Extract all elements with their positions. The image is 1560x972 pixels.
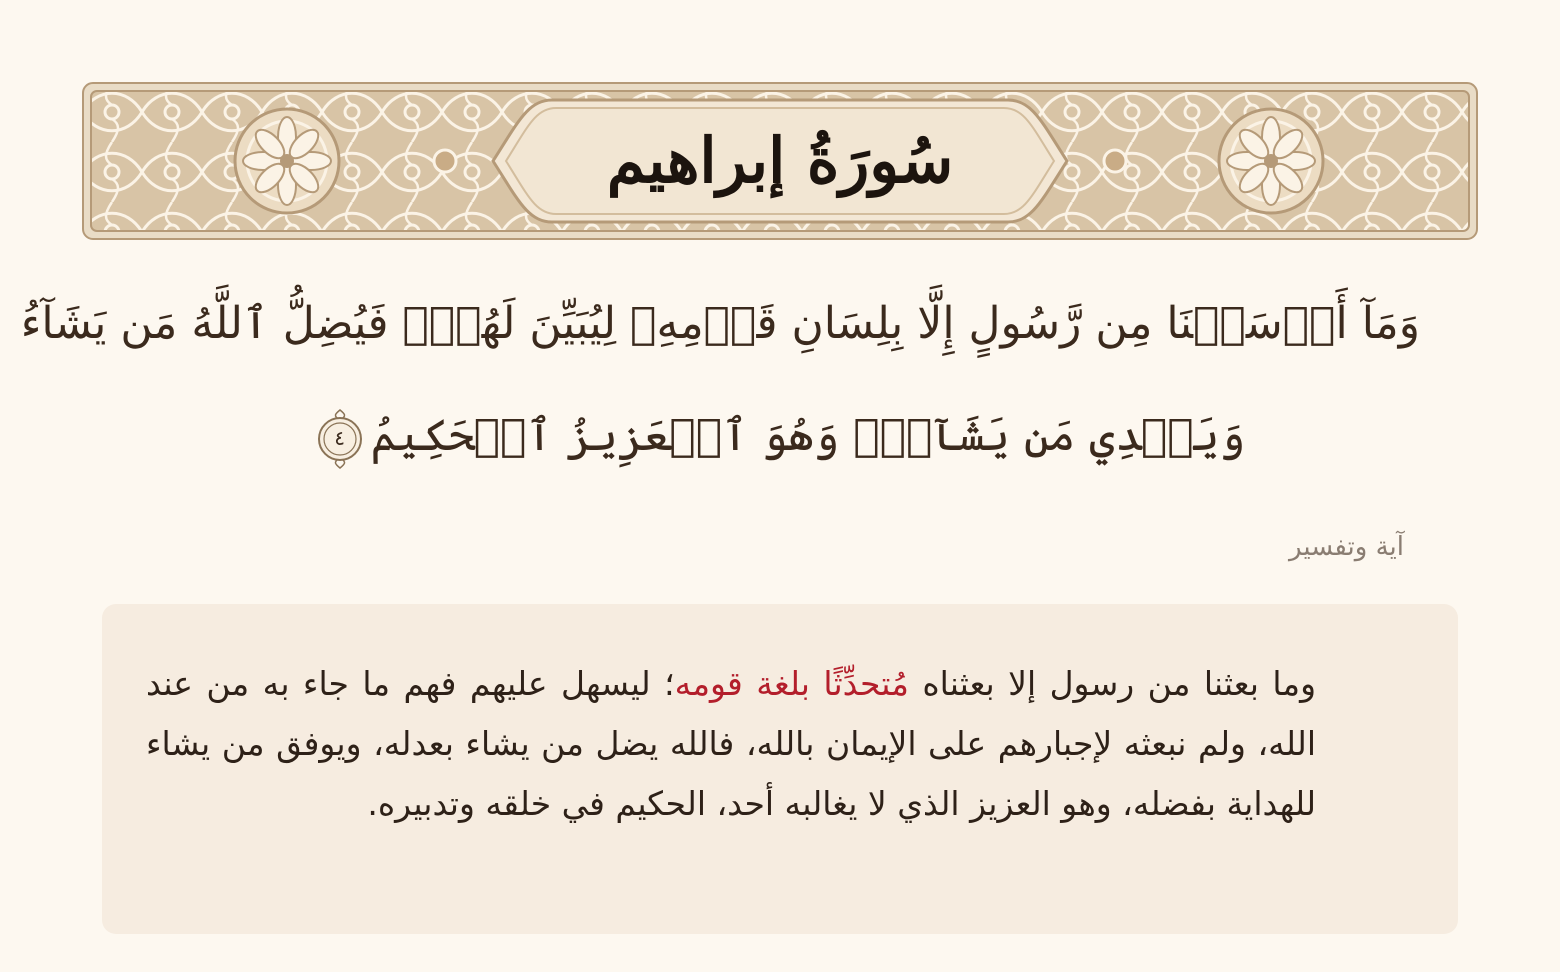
ayah-number-marker [315,408,365,470]
tafsir-text [146,654,1316,834]
tafsir-highlight[interactable]: مُتحدِّثًا بلغة قومه [674,664,909,703]
surah-header-banner [82,82,1478,240]
verse-line-2-text: وَيَهۡدِي مَن يَشَآءُۚ وَهُوَ ٱلۡعَزِيزُ ٱلۡحَكِيمُ [370,410,1246,461]
section-label: آية وتفسير [1289,532,1404,562]
surah-title: سُورَةُ إبراهيم [606,123,954,197]
left-rosette [235,109,339,213]
verse-line-2 [140,380,1420,492]
verse-line-1: وَمَآ أَرۡسَلۡنَا مِن رَّسُولٍ إِلَّا بِلِسَانِ قَوۡمِهِۦ لِيُبَيِّنَ لَهُمۡۖ فَيُضِلُّ ٱللَّهُ مَن يَشَآءُ [20,298,1420,349]
right-rosette [1219,109,1323,213]
tafsir-card [102,604,1458,934]
verse-text [20,268,1420,492]
ayah-number: ٤ [334,425,345,450]
tafsir-text-start: وما بعثنا من رسول إلا بعثناه [908,664,1317,703]
tafsir-text-end: ؛ ليسهل عليهم فهم ما جاء به من عند الله، ولم نبعثه لإجبارهم على الإيمان بالله، فالله يضل من يشاء بعدله، ويوفق من يشاء للهداية بفضله، وهو العزيز الذي لا يغالبه أحد، الحكيم في خلقه وتدبيره. [146,664,1316,823]
